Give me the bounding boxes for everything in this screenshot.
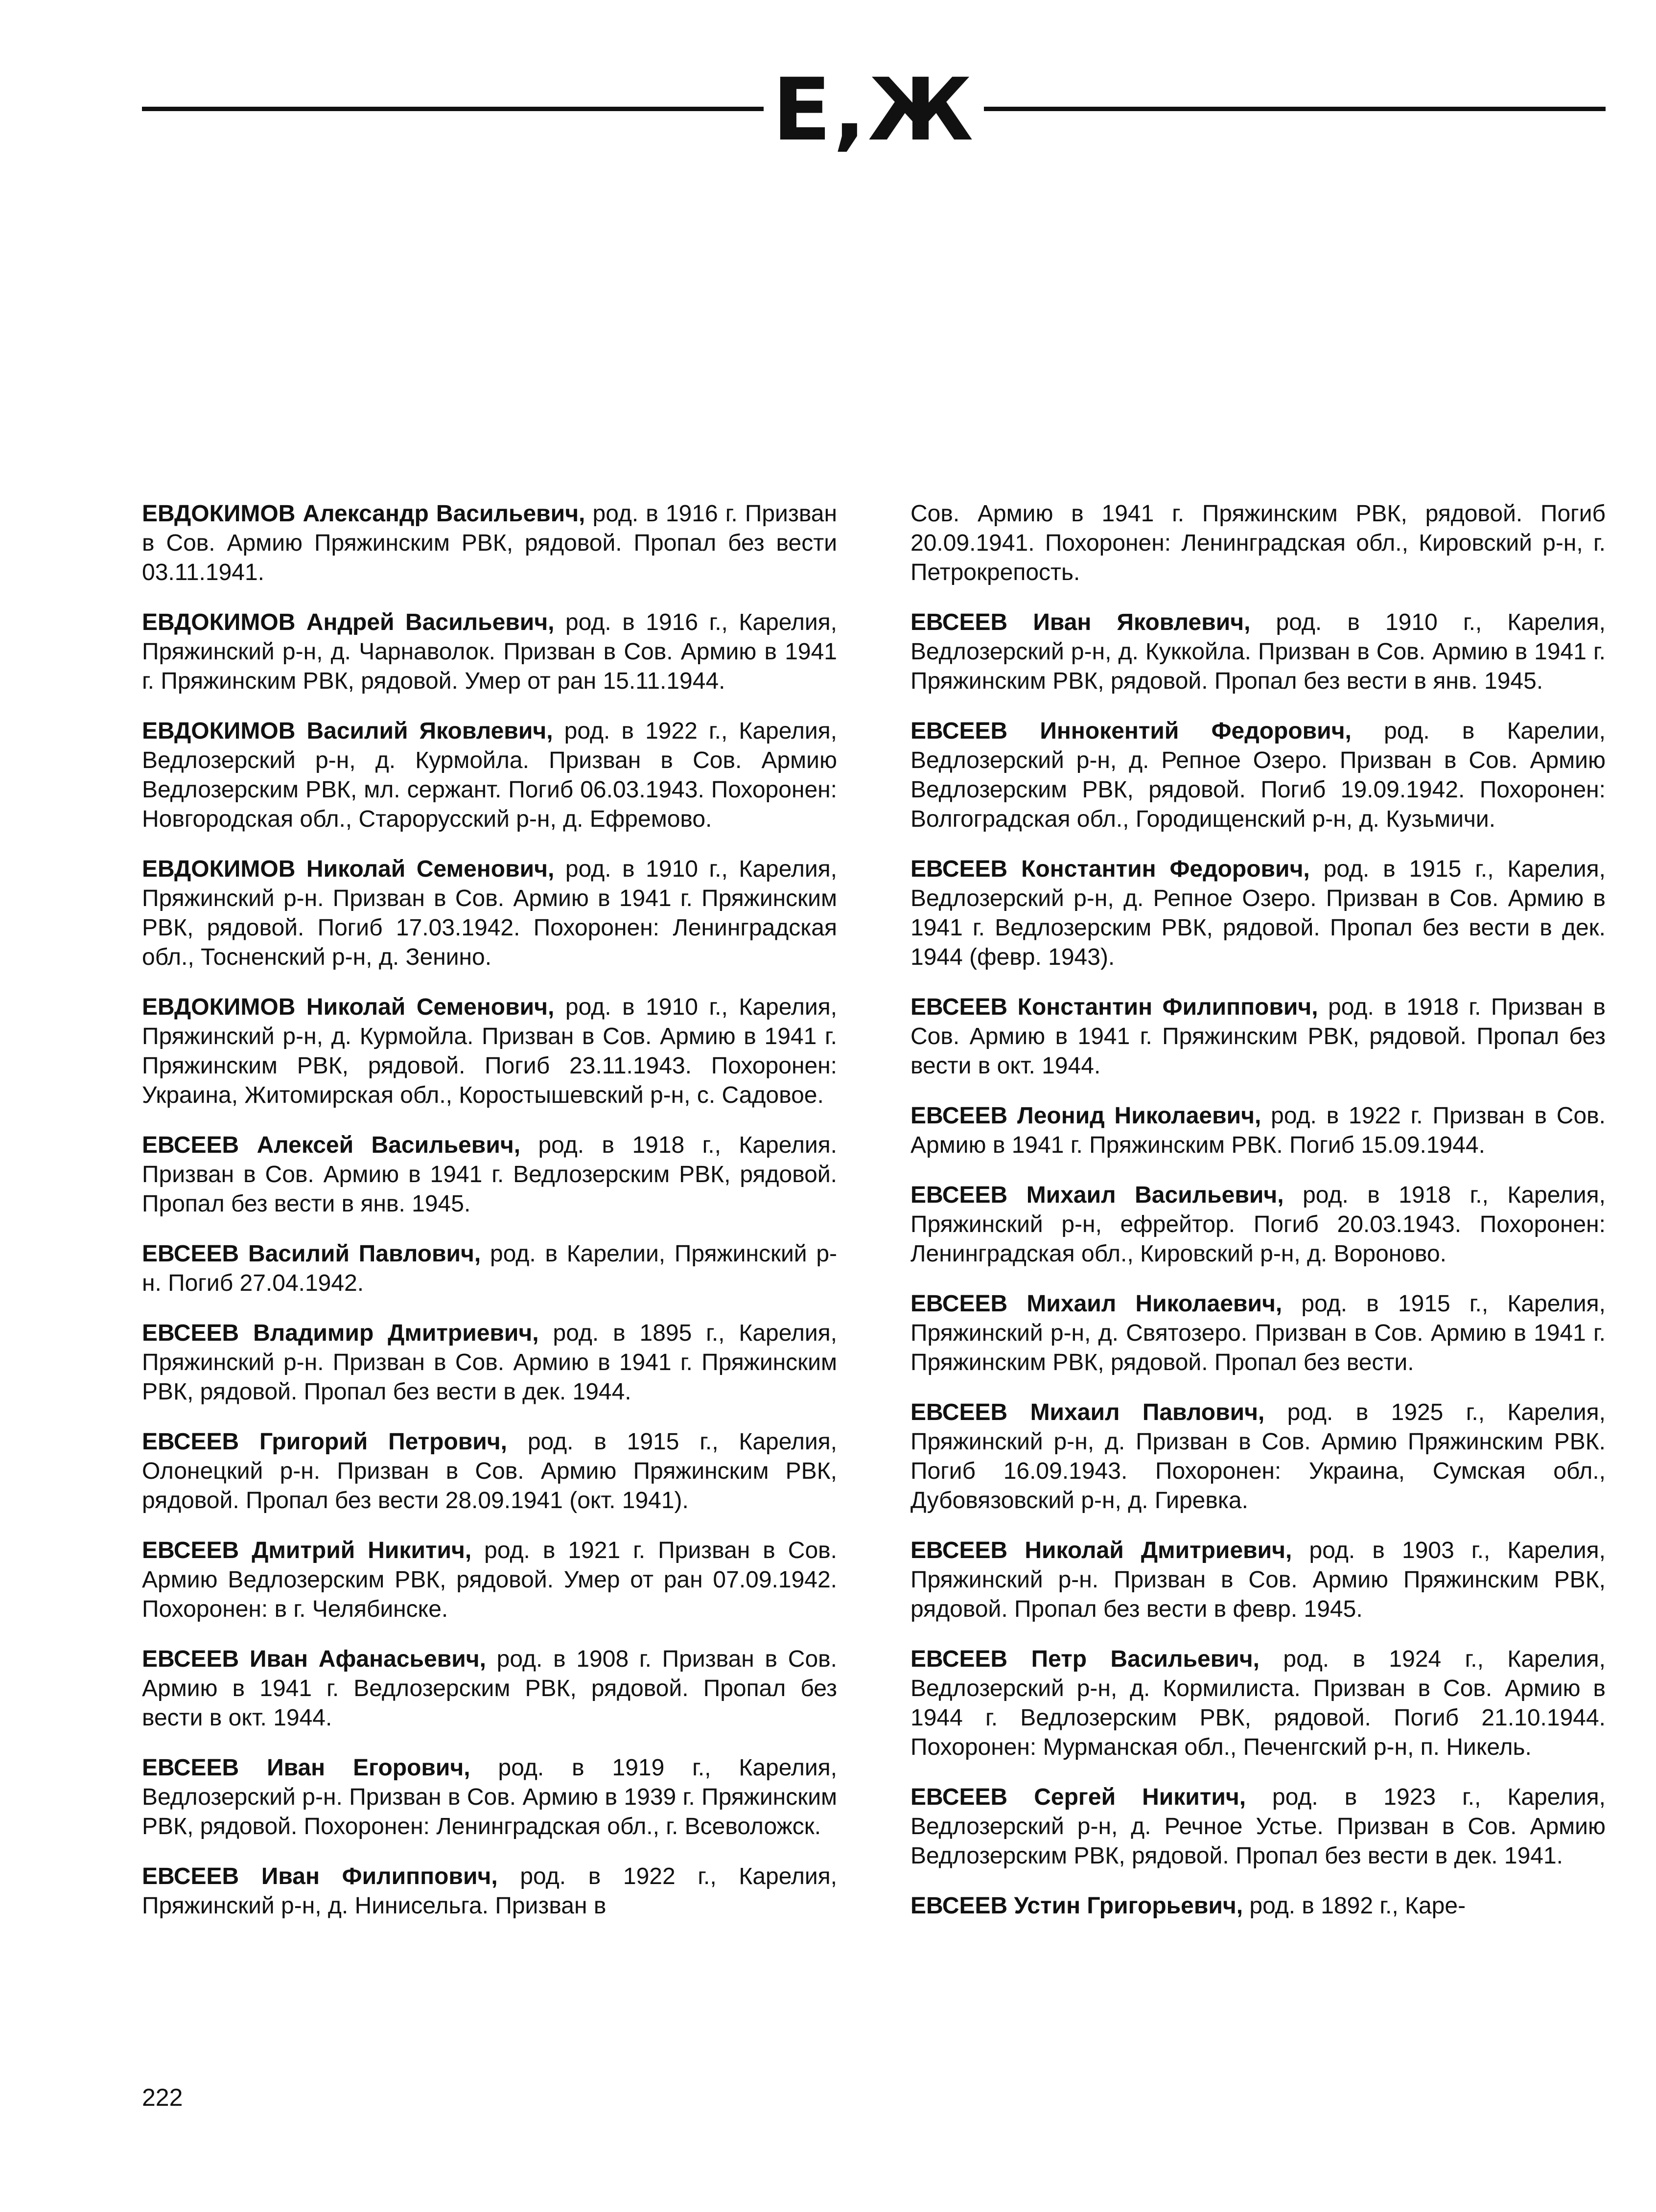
entry bbox=[910, 1289, 1606, 1377]
entry-name: ЕВСЕЕВ Сергей Никитич, bbox=[910, 1784, 1246, 1810]
entry-text: род. в 1922 г. Призван в Сов. Армию в 1941 г. Пряжинским РВК. Погиб 15.09.1944. bbox=[910, 1103, 1606, 1158]
entry-name: ЕВДОКИМОВ Андрей Васильевич, bbox=[142, 609, 555, 635]
section-header bbox=[142, 60, 1606, 162]
entry-name: ЕВСЕЕВ Григорий Петрович, bbox=[142, 1429, 508, 1455]
entry bbox=[142, 1319, 837, 1407]
entry bbox=[910, 717, 1606, 834]
entry bbox=[142, 499, 837, 587]
entry-name: ЕВСЕЕВ Владимир Дмитриевич, bbox=[142, 1320, 539, 1346]
entry bbox=[910, 993, 1606, 1081]
entry-text: род. в 1922 г., Карелия, Пряжинский р-н, д. Нинисельга. Призван в bbox=[142, 1863, 837, 1919]
entry-text: род. в 1915 г., Карелия, Олонецкий р-н. Призван в Сов. Армию Пряжинским РВК, рядовой. Пропал без вести 28.09.1941 (окт. 1941). bbox=[142, 1429, 837, 1513]
entry bbox=[142, 1862, 837, 1921]
entry-text: род. в Карелии, Ведлозерский р-н, д. Репное Озеро. Призван в Сов. Армию Ведлозерским РВК, рядовой. Погиб 19.09.1942. Похоронен: Волгоградская обл., Городищенский р-н, д. Кузьмичи. bbox=[910, 718, 1606, 832]
entry bbox=[142, 993, 837, 1110]
entry bbox=[142, 1239, 837, 1298]
entry-text: род. в 1918 г., Карелия. Призван в Сов. Армию в 1941 г. Ведлозерским РВК, рядовой. Пропал без вести в янв. 1945. bbox=[142, 1132, 837, 1217]
entry bbox=[910, 1783, 1606, 1871]
entry-text: род. в 1924 г., Карелия, Ведлозерский р-н, д. Кормилиста. Призван в Сов. Армию в 1944 г. Ведлозерским РВК, рядовой. Погиб 21.10.1944. Похоронен: Мурманская обл., Печенгский р-н, п. Никель. bbox=[910, 1646, 1606, 1760]
entry-continuation: Сов. Армию в 1941 г. Пряжинским РВК, рядовой. Погиб 20.09.1941. Похоронен: Ленинградская обл., Кировский р-н, г. Петрокрепость. bbox=[910, 501, 1606, 585]
entry-name: ЕВСЕЕВ Михаил Васильевич, bbox=[910, 1182, 1284, 1208]
entry bbox=[910, 1536, 1606, 1624]
entry-text: род. в 1922 г., Карелия, Ведлозерский р-н, д. Курмойла. Призван в Сов. Армию Ведлозерским РВК, мл. сержант. Погиб 06.03.1943. Похоронен: Новгородская обл., Старорусский р-н, д. Ефремово. bbox=[142, 718, 837, 832]
entry-name: ЕВСЕЕВ Николай Дмитриевич, bbox=[910, 1537, 1292, 1563]
entry-text: род. в 1918 г., Карелия, Пряжинский р-н, ефрейтор. Погиб 20.03.1943. Похоронен: Ленинградская обл., Кировский р-н, д. Вороново. bbox=[910, 1182, 1606, 1267]
entry-text: род. в 1915 г., Карелия, Ведлозерский р-н, д. Репное Озеро. Призван в Сов. Армию в 1941 г. Ведлозерским РВК, рядовой. Пропал без вести в дек. 1944 (февр. 1943). bbox=[910, 856, 1606, 970]
header-rule-left bbox=[142, 107, 764, 111]
entry-text: род. в 1923 г., Карелия, Ведлозерский р-н, д. Речное Устье. Призван в Сов. Армию Ведлозерским РВК, рядовой. Пропал без вести в дек. 1941. bbox=[910, 1784, 1606, 1869]
entry-text: род. в 1916 г., Карелия, Пряжинский р-н, д. Чарнаволок. Призван в Сов. Армию в 1941 г. Пряжинским РВК, рядовой. Умер от ран 15.11.1944. bbox=[142, 609, 838, 694]
entry bbox=[142, 855, 837, 972]
entry-name: ЕВСЕЕВ Михаил Николаевич, bbox=[910, 1291, 1283, 1317]
entry-name: ЕВДОКИМОВ Василий Яковлевич, bbox=[142, 718, 553, 744]
entry-name: ЕВСЕЕВ Алексей Васильевич, bbox=[142, 1132, 521, 1158]
entry-name: ЕВСЕЕВ Иван Филиппович, bbox=[142, 1863, 498, 1889]
entry-name: ЕВСЕЕВ Иван Афанасьевич, bbox=[142, 1646, 486, 1672]
entry bbox=[142, 1536, 837, 1624]
entry bbox=[142, 1131, 837, 1219]
entry-text: род. в 1918 г. Призван в Сов. Армию в 1941 г. Пряжинским РВК, рядовой. Пропал без вести в окт. 1944. bbox=[910, 994, 1606, 1079]
header-rule-right bbox=[984, 107, 1606, 111]
entry-name: ЕВСЕЕВ Иван Яковлевич, bbox=[910, 609, 1251, 635]
entry-name: ЕВСЕЕВ Устин Григорьевич, bbox=[910, 1893, 1243, 1919]
entry bbox=[910, 1181, 1606, 1269]
entry bbox=[910, 1645, 1606, 1762]
section-letters: Е,Ж bbox=[772, 60, 976, 160]
entry-name: ЕВДОКИМОВ Николай Семенович, bbox=[142, 994, 555, 1020]
entry-text: род. в 1919 г., Карелия, Ведлозерский р-н. Призван в Сов. Армию в 1939 г. Пряжинским РВК, рядовой. Похоронен: Ленинградская обл., г. Всеволожск. bbox=[142, 1755, 837, 1839]
entry-name: ЕВСЕЕВ Дмитрий Никитич, bbox=[142, 1537, 472, 1563]
entry-name: ЕВСЕЕВ Константин Федорович, bbox=[910, 856, 1310, 882]
entry-name: ЕВСЕЕВ Иннокентий Федорович, bbox=[910, 718, 1352, 744]
entry bbox=[142, 608, 837, 696]
page-number: 222 bbox=[142, 2084, 183, 2111]
entry-text: род. в 1921 г. Призван в Сов. Армию Ведлозерским РВК, рядовой. Умер от ран 07.09.1942. Похоронен: в г. Челябинске. bbox=[142, 1537, 838, 1622]
entry-text: род. в 1916 г. Призван в Сов. Армию Пряжинским РВК, рядовой. Пропал без вести 03.11.1941. bbox=[142, 501, 838, 585]
entry bbox=[910, 1398, 1606, 1515]
entry-text: род. в 1895 г., Карелия, Пряжинский р-н. Призван в Сов. Армию в 1941 г. Пряжинским РВК, рядовой. Пропал без вести в дек. 1944. bbox=[142, 1320, 838, 1405]
entry-name: ЕВСЕЕВ Константин Филиппович, bbox=[910, 994, 1318, 1020]
entry-text: род. в 1925 г., Карелия, Пряжинский р-н, д. Призван в Сов. Армию Пряжинским РВК. Погиб 16.09.1943. Похоронен: Украина, Сумская обл., Дубовязовский р-н, д. Гиревка. bbox=[910, 1399, 1606, 1513]
entry-name: ЕВСЕЕВ Леонид Николаевич, bbox=[910, 1103, 1261, 1129]
entry bbox=[910, 1101, 1606, 1160]
left-column bbox=[142, 499, 837, 1941]
entry-text: род. в 1915 г., Карелия, Пряжинский р-н, д. Святозеро. Призван в Сов. Армию в 1941 г. Пряжинским РВК, рядовой. Пропал без вести. bbox=[910, 1291, 1606, 1375]
right-column bbox=[910, 499, 1606, 1941]
entry bbox=[910, 1891, 1606, 1921]
entry-name: ЕВДОКИМОВ Николай Семенович, bbox=[142, 856, 555, 882]
entry-text: род. в 1908 г. Призван в Сов. Армию в 1941 г. Ведлозерским РВК, рядовой. Пропал без вести в окт. 1944. bbox=[142, 1646, 838, 1731]
entry bbox=[910, 855, 1606, 972]
entry-text: род. в 1910 г., Карелия, Пряжинский р-н, д. Курмойла. Призван в Сов. Армию в 1941 г. Пряжинским РВК, рядовой. Погиб 23.11.1943. Похоронен: Украина, Житомирская обл., Коростышевский р-н, с. Садовое. bbox=[142, 994, 838, 1108]
entry-text: род. в 1910 г., Карелия, Пряжинский р-н. Призван в Сов. Армию в 1941 г. Пряжинским РВК, рядовой. Погиб 17.03.1942. Похоронен: Ленинградская обл., Тосненский р-н, д. Зенино. bbox=[142, 856, 838, 970]
entry bbox=[910, 608, 1606, 696]
entry bbox=[142, 717, 837, 834]
entry-name: ЕВСЕЕВ Василий Павлович, bbox=[142, 1241, 481, 1267]
entry bbox=[142, 1645, 837, 1733]
entry bbox=[142, 1427, 837, 1515]
entry-text: род. в Карелии, Пряжинский р-н. Погиб 27.04.1942. bbox=[142, 1241, 838, 1296]
entry bbox=[142, 1753, 837, 1841]
entry-text: род. в 1910 г., Карелия, Ведлозерский р-н, д. Куккойла. Призван в Сов. Армию в 1941 г. Пряжинским РВК, рядовой. Пропал без вести в янв. 1945. bbox=[910, 609, 1606, 694]
entry-name: ЕВСЕЕВ Иван Егорович, bbox=[142, 1755, 470, 1781]
entry-name: ЕВСЕЕВ Петр Васильевич, bbox=[910, 1646, 1259, 1672]
entry-text: род. в 1892 г., Каре- bbox=[1243, 1893, 1466, 1919]
entry-text: род. в 1903 г., Карелия, Пряжинский р-н. Призван в Сов. Армию Пряжинским РВК, рядовой. Пропал без вести в февр. 1945. bbox=[910, 1537, 1606, 1622]
entry-name: ЕВДОКИМОВ Александр Васильевич, bbox=[142, 501, 585, 527]
entry-name: ЕВСЕЕВ Михаил Павлович, bbox=[910, 1399, 1265, 1425]
